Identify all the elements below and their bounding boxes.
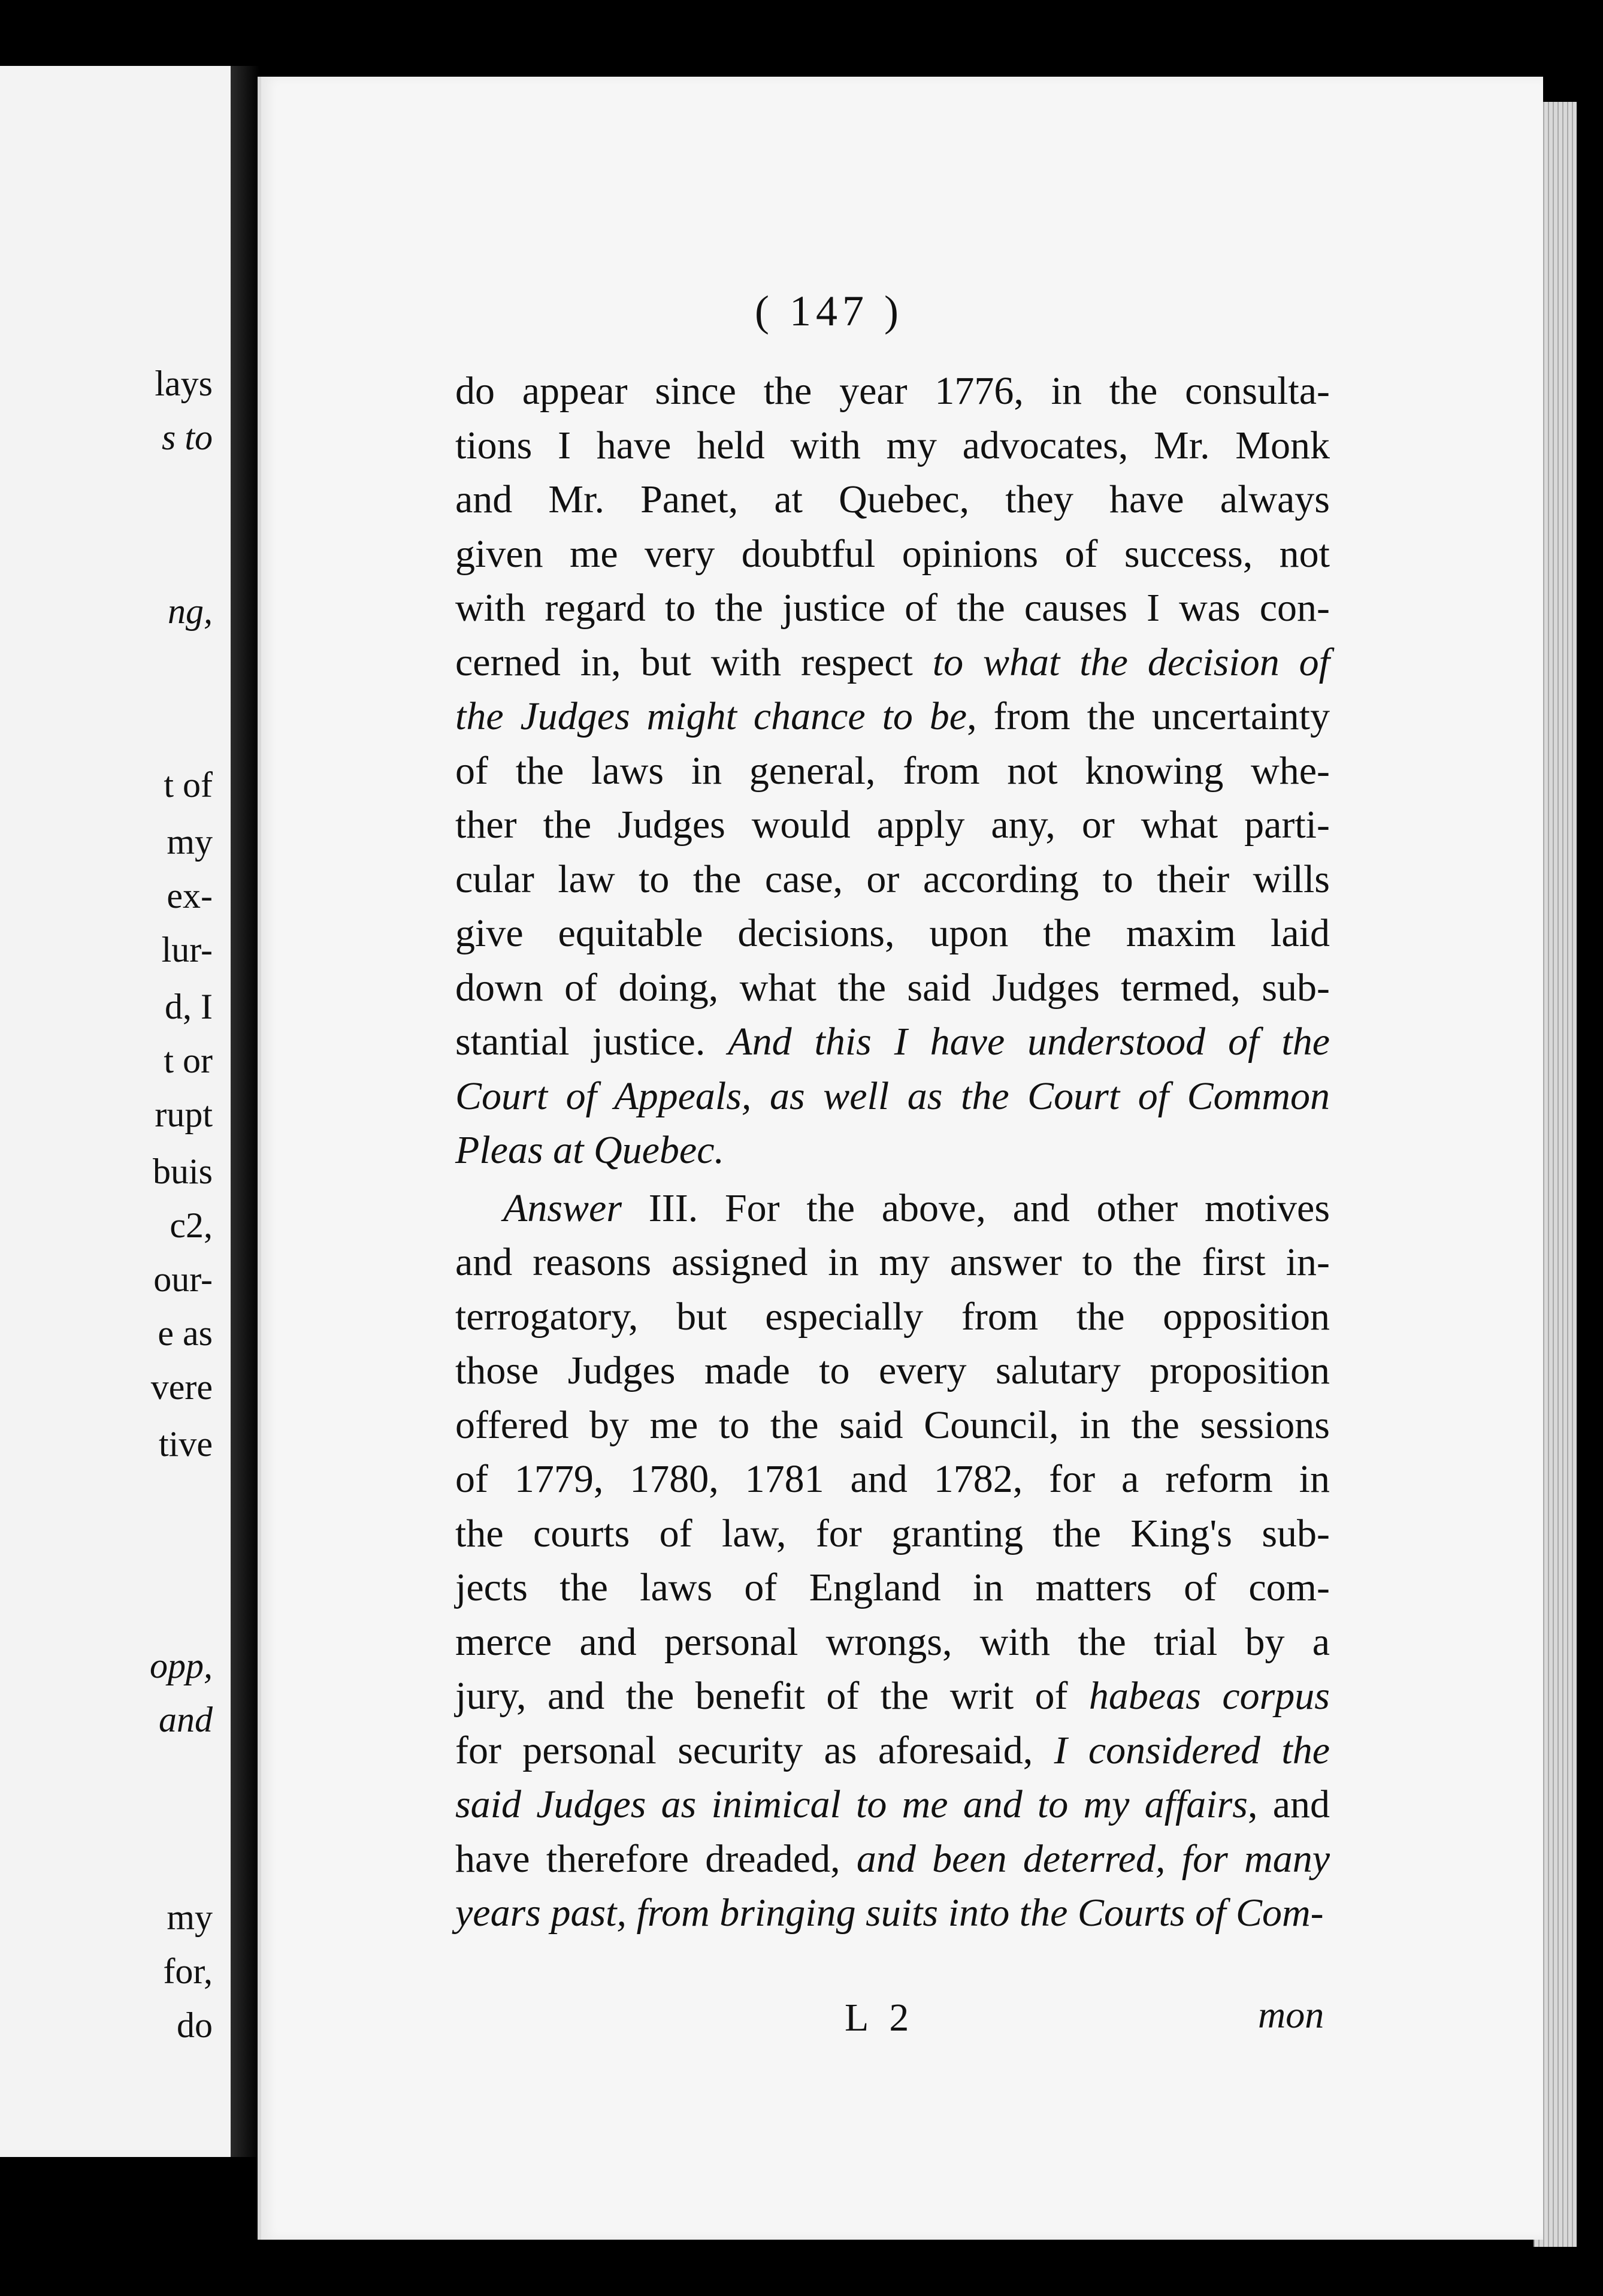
text-line: those Judges made to every salutary proposition: [455, 1349, 1330, 1392]
text-line: with regard to the justice of the causes I was con-: [455, 586, 1330, 630]
left-fragment: e as: [158, 1313, 213, 1353]
left-fragment: do: [177, 2005, 213, 2045]
left-fragment: opp,: [150, 1646, 213, 1685]
signature-mark: L 2: [845, 1996, 915, 2040]
text-line: ther the Judges would apply any, or what parti-: [455, 803, 1330, 847]
catchword: mon: [1258, 1993, 1324, 2036]
text-line: jects the laws of England in matters of com-: [455, 1566, 1330, 1609]
text-line: [455, 1728, 1330, 1772]
text-segment: the Judges might chance to be: [455, 694, 967, 738]
left-fragment: ex-: [167, 876, 213, 916]
left-fragment: d, I: [165, 987, 213, 1026]
left-fragment: ng,: [168, 591, 213, 631]
page-number: ( 147 ): [755, 287, 903, 335]
left-fragment: t of: [164, 765, 213, 805]
left-fragment: my: [167, 822, 213, 862]
text-segment: And this I have understood of the: [728, 1020, 1330, 1064]
left-fragment: s to: [161, 418, 213, 457]
left-fragment: lays: [155, 364, 213, 403]
left-fragment: our-: [153, 1259, 213, 1299]
text-line: Court of Appeals, as well as the Court of Common: [455, 1074, 1330, 1118]
text-line: given me very doubtful opinions of success, not: [455, 531, 1330, 576]
left-fragment: vere: [150, 1367, 213, 1407]
text-segment: , and: [1248, 1783, 1330, 1826]
text-segment: , from the uncertainty: [967, 694, 1330, 738]
text-segment: habeas corpus: [1088, 1674, 1330, 1718]
text-line: Pleas at Quebec.: [455, 1128, 725, 1172]
facing-page-fragment: [0, 66, 232, 2157]
text-segment: and been deterred, for many: [856, 1836, 1330, 1881]
text-segment: Answer: [503, 1186, 622, 1230]
text-line: do appear since the year 1776, in the consulta-: [455, 369, 1330, 413]
text-line: [455, 694, 1330, 738]
text-line: tions I have held with my advocates, Mr. Monk: [455, 423, 1330, 467]
text-segment: to what the decision of: [932, 640, 1330, 684]
text-segment: stantial justice.: [455, 1020, 728, 1064]
text-segment: said Judges as inimical to me and to my affairs: [455, 1783, 1248, 1826]
text-line: [455, 640, 1330, 684]
text-segment: for personal security as aforesaid,: [455, 1728, 1054, 1772]
left-fragment: t or: [164, 1041, 213, 1080]
text-line: of 1779, 1780, 1781 and 1782, for a reform in: [455, 1457, 1330, 1501]
left-fragment: and: [159, 1700, 213, 1739]
text-line: of the laws in general, from not knowing whe-: [455, 748, 1330, 793]
left-fragment: buis: [152, 1152, 213, 1191]
left-fragment: lur-: [161, 930, 213, 969]
text-line: years past, from bringing suits into the Courts of Com-: [455, 1891, 1324, 1935]
text-line: terrogatory, but especially from the opposition: [455, 1294, 1330, 1339]
left-fragment: my: [167, 1898, 213, 1937]
text-line: offered by me to the said Council, in the sessions: [455, 1403, 1330, 1447]
text-line: cular law to the case, or according to their wills: [455, 857, 1330, 901]
text-line: and Mr. Panet, at Quebec, they have always: [455, 478, 1330, 521]
text-line: [455, 1676, 1330, 1716]
text-line: [503, 1186, 1330, 1230]
left-fragment: tive: [159, 1424, 213, 1464]
text-line: merce and personal wrongs, with the trial by a: [455, 1620, 1330, 1664]
text-line: [455, 1785, 1330, 1824]
left-fragment: rupt: [155, 1095, 213, 1134]
text-segment: III. For the above, and other motives: [622, 1186, 1330, 1230]
left-fragment: for,: [163, 1951, 213, 1991]
text-line: [455, 1022, 1330, 1062]
text-segment: cerned in, but with respect: [455, 640, 933, 684]
book-gutter: [231, 66, 259, 2157]
text-segment: I considered the: [1054, 1728, 1330, 1772]
text-segment: jury, and the benefit of the writ of: [455, 1674, 1089, 1718]
text-line: and reasons assigned in my answer to the first in-: [455, 1240, 1330, 1284]
text-segment: have therefore dreaded,: [455, 1836, 857, 1881]
text-line: give equitable decisions, upon the maxim laid: [455, 911, 1330, 955]
text-line: the courts of law, for granting the King's sub-: [455, 1511, 1330, 1555]
text-line: [455, 1836, 1330, 1881]
left-fragment: c2,: [170, 1206, 213, 1245]
text-line: down of doing, what the said Judges termed, sub-: [455, 965, 1330, 1010]
